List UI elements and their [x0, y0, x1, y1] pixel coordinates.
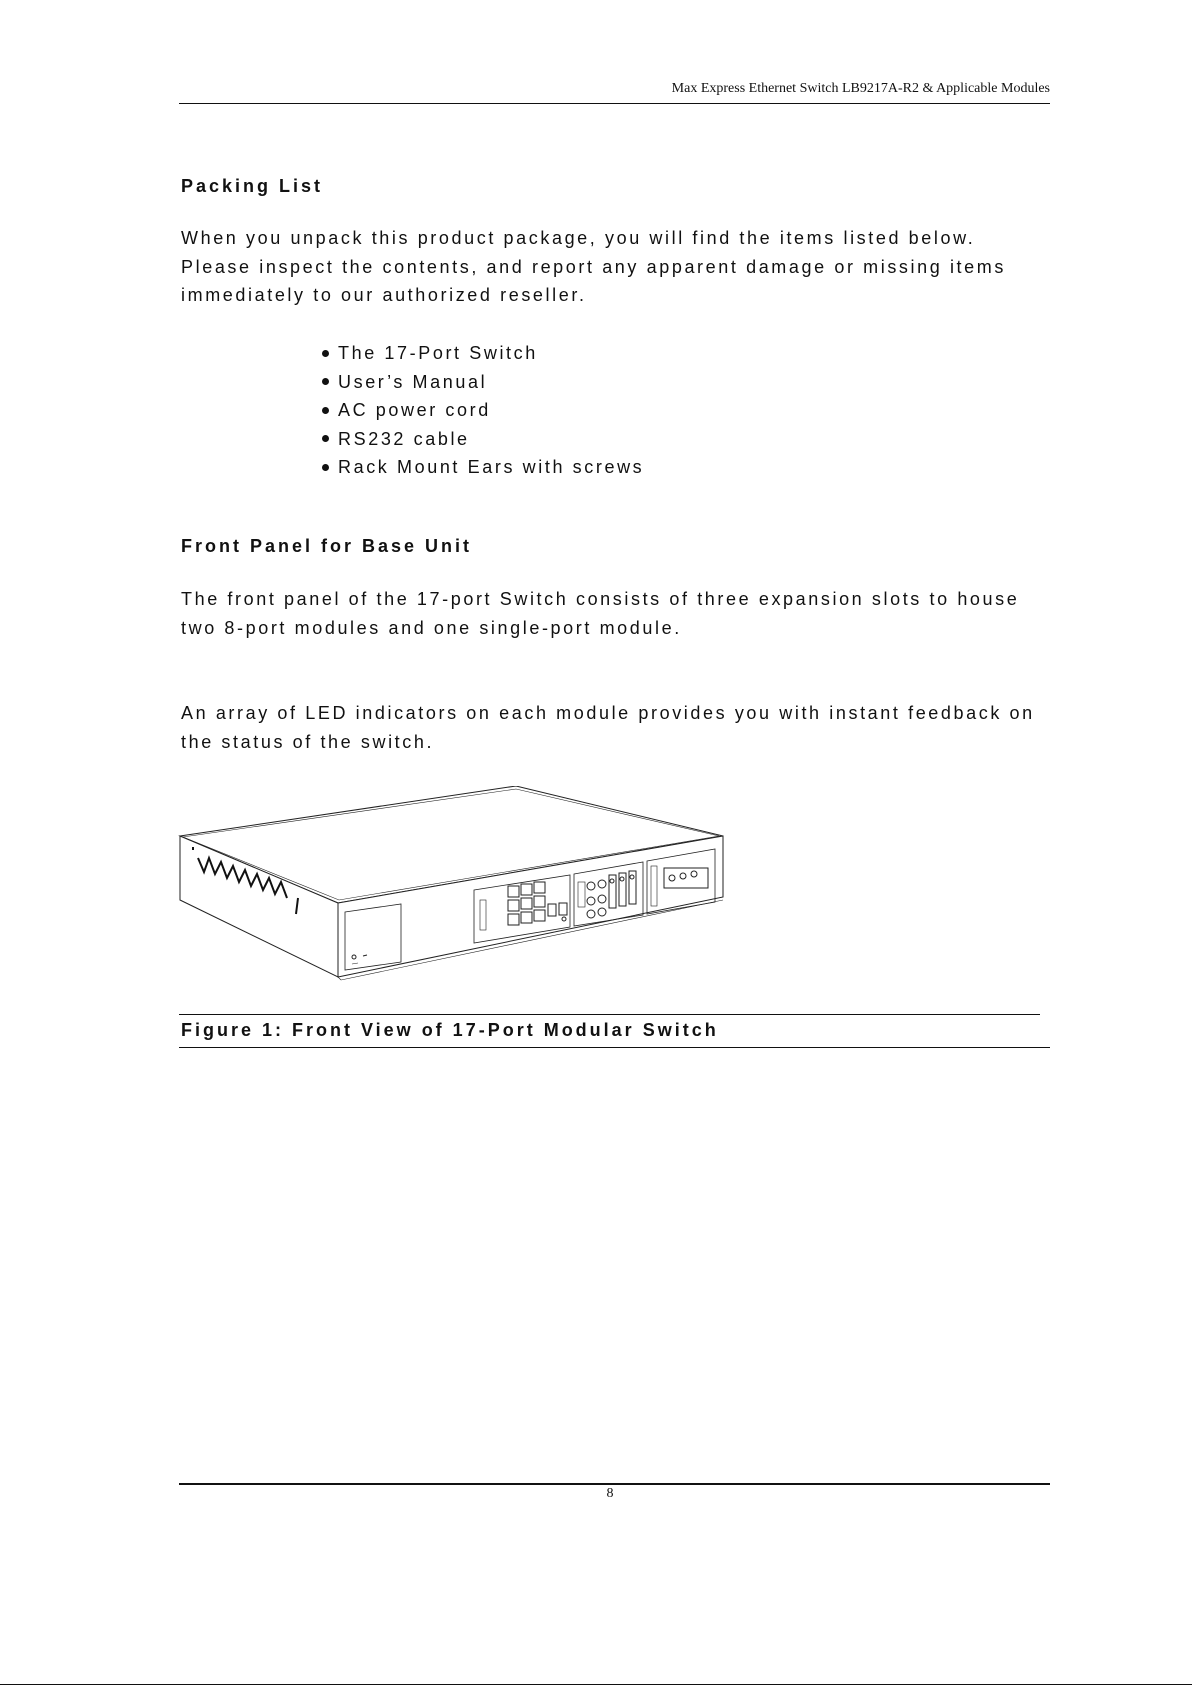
packing-list-heading: Packing List	[181, 176, 324, 196]
caption-rule-top	[179, 1014, 1040, 1015]
bullet-icon	[322, 407, 329, 414]
caption-rule-bottom	[179, 1047, 1050, 1048]
list-item-text: Rack Mount Ears with screws	[338, 457, 645, 477]
page-number: 8	[606, 1486, 614, 1501]
header-rule	[179, 103, 1050, 104]
intro-line-3: immediately to our authorized reseller.	[181, 285, 587, 305]
bullet-icon	[322, 378, 329, 385]
footer-rule	[179, 1483, 1050, 1485]
list-item	[322, 453, 644, 482]
list-item	[322, 396, 644, 425]
front-panel-heading: Front Panel for Base Unit	[181, 536, 473, 556]
bullet-icon	[322, 464, 329, 471]
switch-illustration	[178, 786, 726, 982]
front-panel-para1-line2: two 8-port modules and one single-port module.	[181, 617, 682, 638]
switch-front-view-figure	[178, 786, 726, 982]
figure-caption: Figure 1: Front View of 17-Port Modular Switch	[181, 1020, 719, 1040]
front-panel-para2-line1: An array of LED indicators on each module provides you with instant feedback on	[181, 703, 1035, 723]
list-item	[322, 425, 644, 454]
list-item-text: User’s Manual	[338, 371, 488, 392]
front-panel-para1-line1: The front panel of the 17-port Switch consists of three expansion slots to house	[181, 589, 1020, 609]
bullet-icon	[322, 435, 329, 442]
intro-line-1: When you unpack this product package, you will find the items listed below.	[181, 228, 976, 248]
list-item-text: AC power cord	[338, 400, 491, 420]
list-item	[322, 368, 644, 397]
bullet-icon	[322, 350, 329, 357]
list-item-text: The 17-Port Switch	[338, 343, 538, 363]
front-panel-para2-line2: the status of the switch.	[181, 731, 435, 752]
list-item	[322, 339, 644, 368]
running-header: Max Express Ethernet Switch LB9217A-R2 & Applicable Modules	[671, 81, 1050, 96]
list-item-text: RS232 cable	[338, 428, 470, 449]
packing-list-items	[322, 339, 644, 482]
intro-line-2: Please inspect the contents, and report any apparent damage or missing items	[181, 256, 1006, 277]
